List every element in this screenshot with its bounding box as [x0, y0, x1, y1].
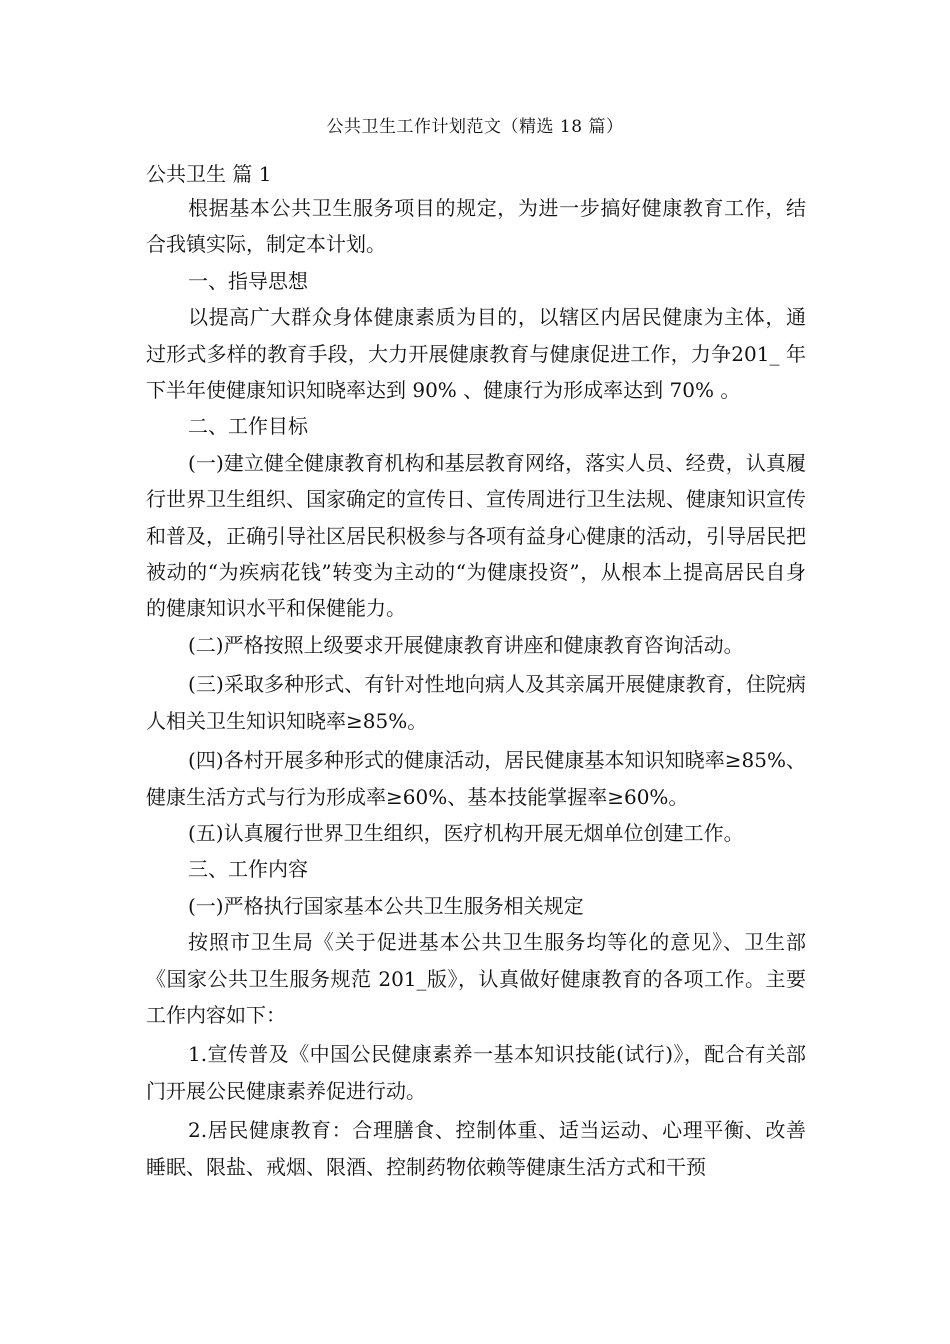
heading-work-goals: 二、工作目标	[188, 414, 308, 439]
paragraph-content-1: (一)严格执行国家基本公共卫生服务相关规定	[188, 893, 584, 918]
paragraph-goal-2: (二)严格按照上级要求开展健康教育讲座和健康教育咨询活动。	[188, 632, 744, 657]
paragraph-goal-3: (三)采取多种形式、有针对性地向病人及其亲属开展健康教育，住院病人相关卫生知识知晓率≥85%。	[146, 672, 806, 733]
paragraph-goal-1: (一)建立健全健康教育机构和基层教育网络，落实人员、经费，认真履行世界卫生组织、国家确定的宣传日、宣传周进行卫生法规、健康知识宣传和普及，正确引导社区居民积极参与各项有益身心健康的活动，引导居民把被动的“为疾病花钱”转变为主动的“为健康投资”，从根本上提高居民自身的健康知识水平和保健能力。	[146, 450, 806, 621]
paragraph-goal-5: (五)认真履行世界卫生组织，医疗机构开展无烟单位创建工作。	[188, 820, 744, 845]
paragraph-guiding-principle: 以提高广大群众身体健康素质为目的，以辖区内居民健康为主体，通过形式多样的教育手段，大力开展健康教育与健康促进工作，力争201_ 年下半年使健康知识知晓率达到 90% 、健康行为形成率达到 70% 。	[146, 305, 806, 403]
document-title: 公共卫生工作计划范文（精选 18 篇）	[326, 117, 624, 137]
paragraph-intro: 根据基本公共卫生服务项目的规定，为进一步搞好健康教育工作，结合我镇实际，制定本计划。	[146, 196, 806, 257]
paragraph-content-item-2: 2.居民健康教育：合理膳食、控制体重、适当运动、心理平衡、改善睡眠、限盐、戒烟、限酒、控制药物依赖等健康生活方式和干预	[146, 1118, 806, 1179]
paragraph-content-item-1: 1.宣传普及《中国公民健康素养一基本知识技能(试行)》，配合有关部门开展公民健康素养促进行动。	[146, 1042, 806, 1103]
heading-guiding-principle: 一、指导思想	[188, 268, 308, 293]
heading-work-content: 三、工作内容	[188, 857, 308, 882]
paragraph-goal-4: (四)各村开展多种形式的健康活动，居民健康基本知识知晓率≥85%、健康生活方式与行为形成率≥60%、基本技能掌握率≥60%。	[146, 748, 806, 809]
document-body	[146, 158, 806, 1185]
paragraph-content-detail: 按照市卫生局《关于促进基本公共卫生服务均等化的意见》、卫生部《国家公共卫生服务规范 201_版》，认真做好健康教育的各项工作。主要工作内容如下：	[146, 930, 806, 1027]
section-heading: 公共卫生 篇 1	[146, 162, 272, 186]
